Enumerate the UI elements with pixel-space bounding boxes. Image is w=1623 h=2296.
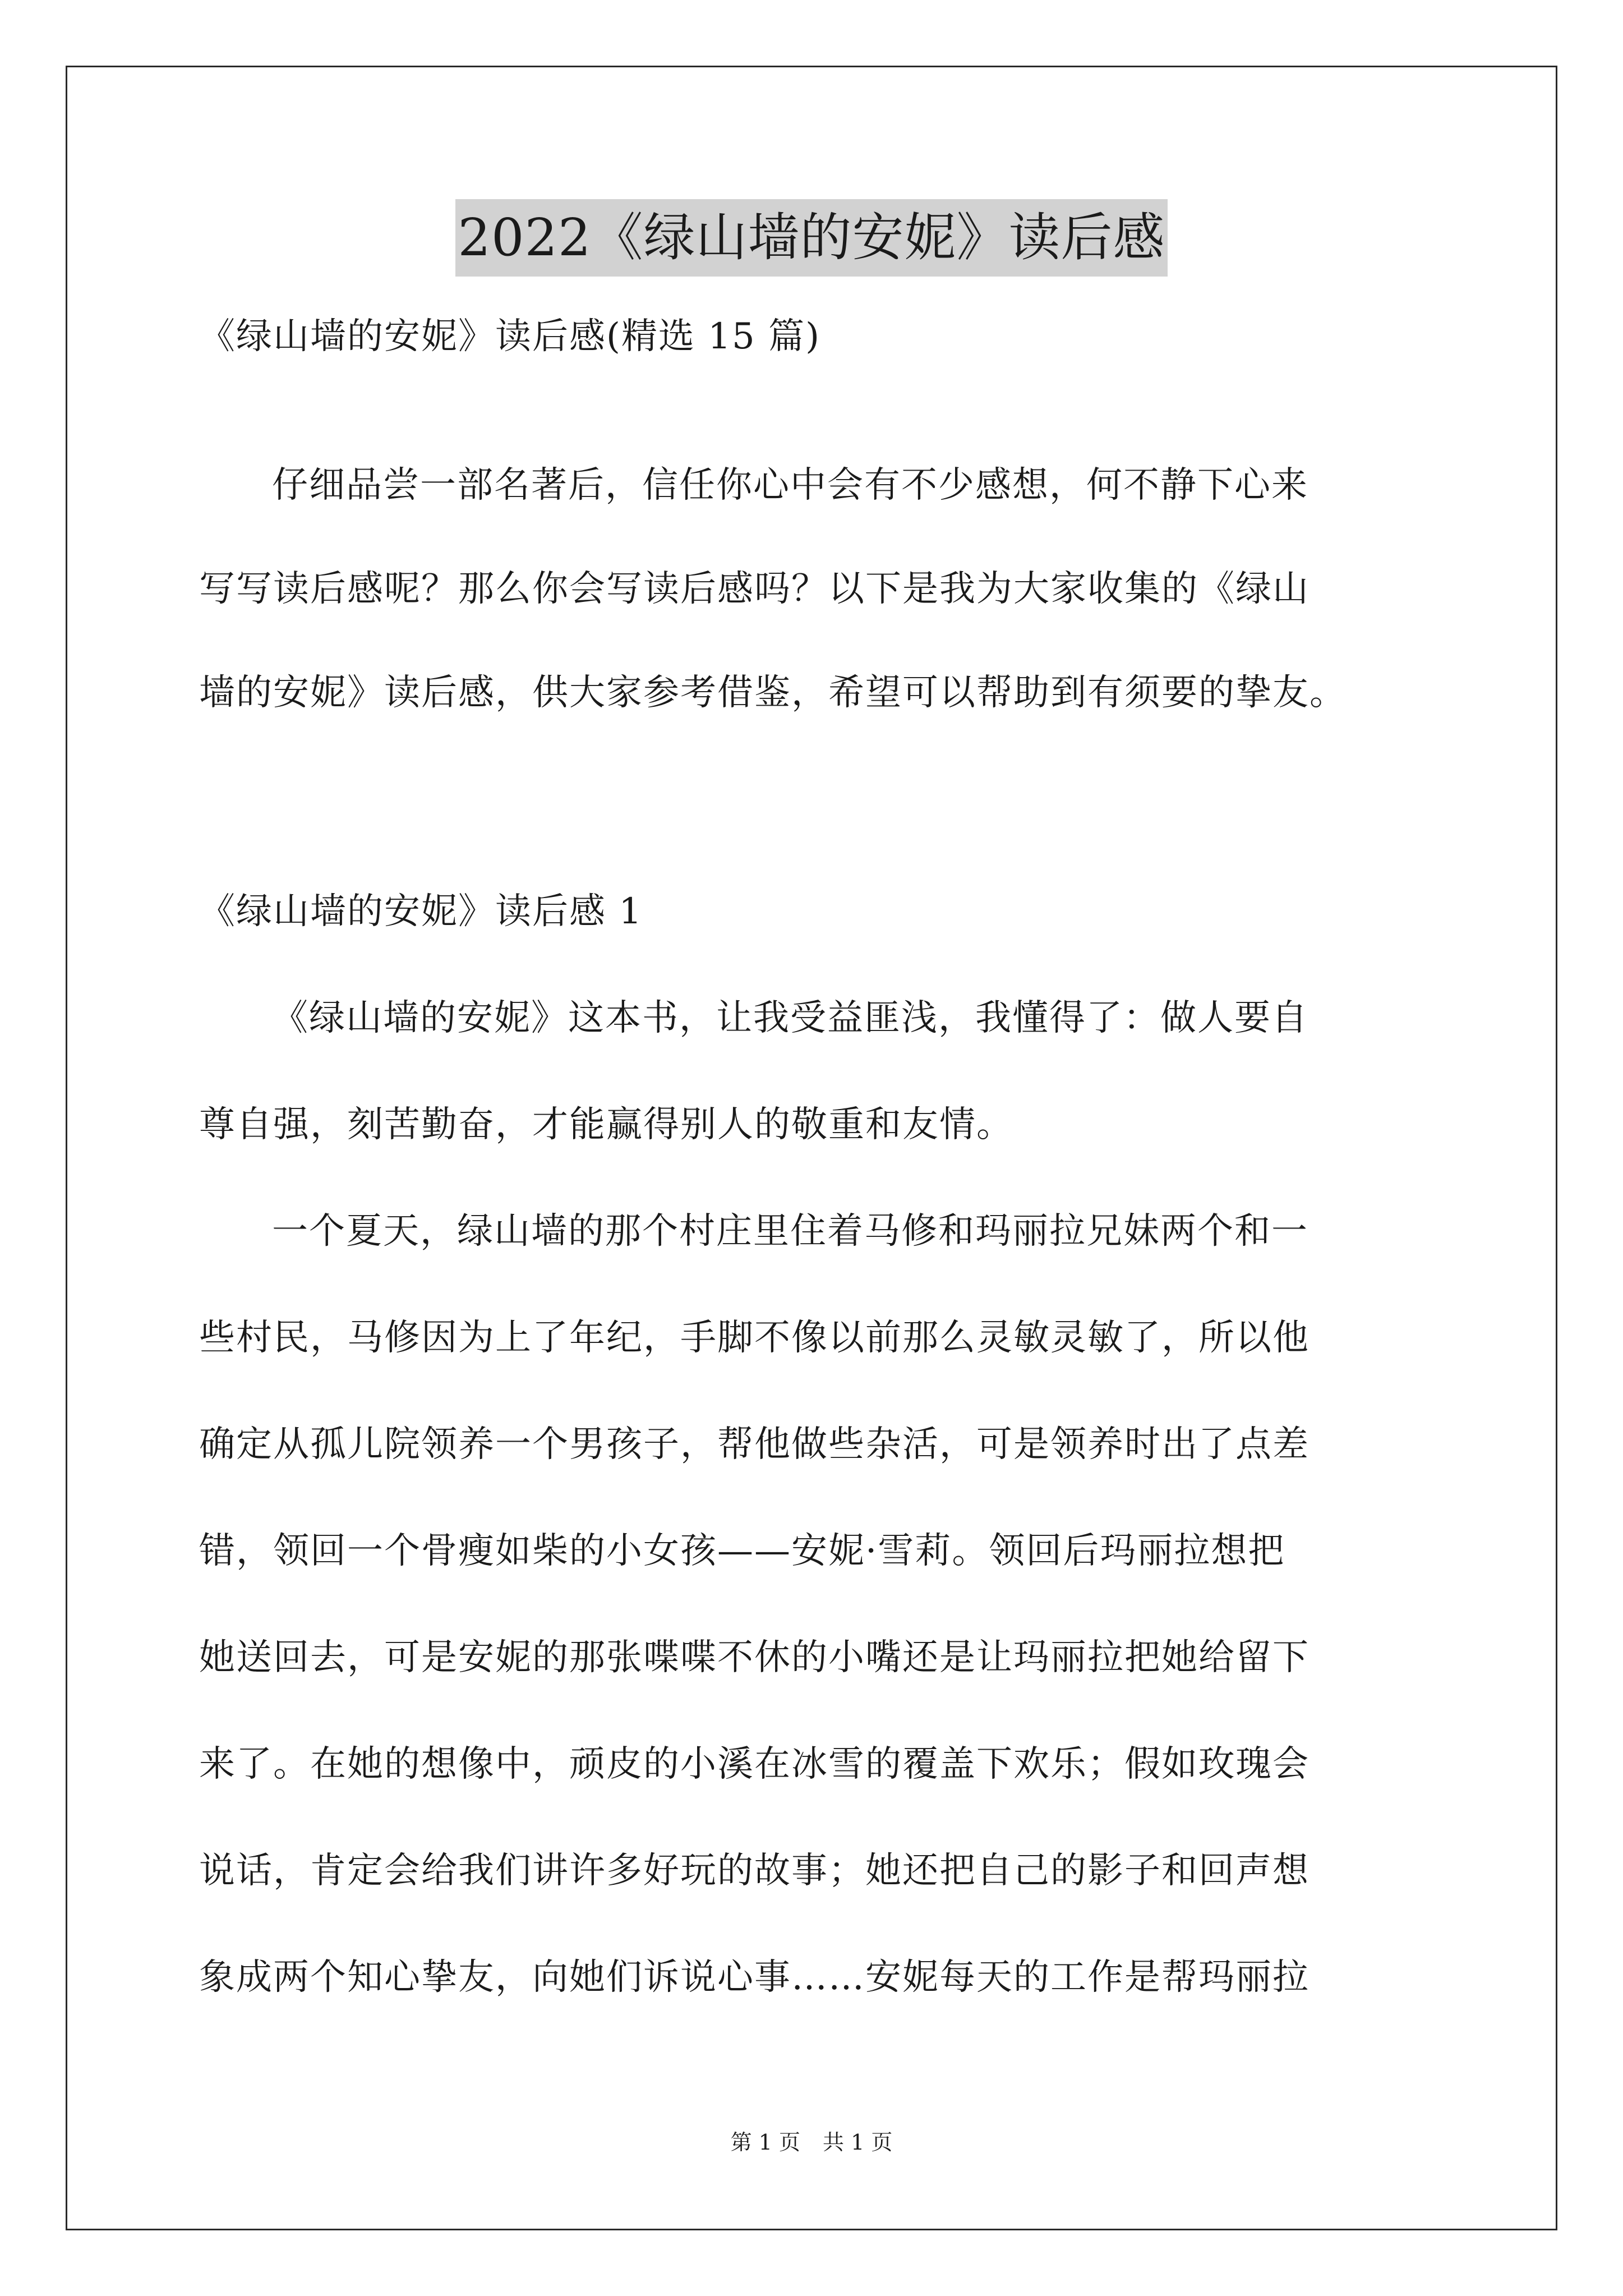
page-total: 共 1 页 [823,2130,893,2155]
intro-line: 仔细品尝一部名著后，信任你心中会有不少感想，何不静下心来 [272,464,1308,506]
paragraph-line: 她送回去，可是安妮的那张喋喋不休的小嘴还是让玛丽拉把她给留下 [199,1637,1310,1678]
page-number: 第 1 页 [730,2130,800,2155]
paragraph-line: 象成两个知心挚友，向她们诉说心事……安妮每天的工作是帮玛丽拉 [199,1957,1310,1998]
document-title: 2022《绿山墙的安妮》读后感 [455,199,1167,277]
paragraph-line: 来了。在她的想像中，顽皮的小溪在冰雪的覆盖下欢乐；假如玫瑰会 [199,1743,1310,1785]
title-container [0,199,1623,277]
paragraph-line: 确定从孤儿院领养一个男孩子，帮他做些杂活，可是领养时出了点差 [199,1424,1310,1465]
paragraph-line: 尊自强，刻苦勤奋，才能赢得别人的敬重和友情。 [199,1104,1013,1145]
subtitle: 《绿山墙的安妮》读后感(精选 15 篇) [199,316,821,357]
page-footer [0,2129,1623,2156]
paragraph-line: 《绿山墙的安妮》这本书，让我受益匪浅，我懂得了：做人要自 [272,997,1308,1039]
paragraph-line: 一个夏天，绿山墙的那个村庄里住着马修和玛丽拉兄妹两个和一 [272,1211,1308,1252]
paragraph-line: 错，领回一个骨瘦如柴的小女孩——安妮·雪莉。领回后玛丽拉想把 [199,1530,1285,1572]
intro-line: 墙的安妮》读后感，供大家参考借鉴，希望可以帮助到有须要的挚友。 [199,672,1347,714]
page-border [66,66,1557,2230]
paragraph-line: 些村民，马修因为上了年纪，手脚不像以前那么灵敏灵敏了，所以他 [199,1317,1310,1359]
paragraph-line: 说话，肯定会给我们讲许多好玩的故事；她还把自己的影子和回声想 [199,1850,1310,1892]
intro-line: 写写读后感呢？那么你会写读后感吗？以下是我为大家收集的《绿山 [199,568,1310,610]
section-heading: 《绿山墙的安妮》读后感 1 [199,891,643,932]
